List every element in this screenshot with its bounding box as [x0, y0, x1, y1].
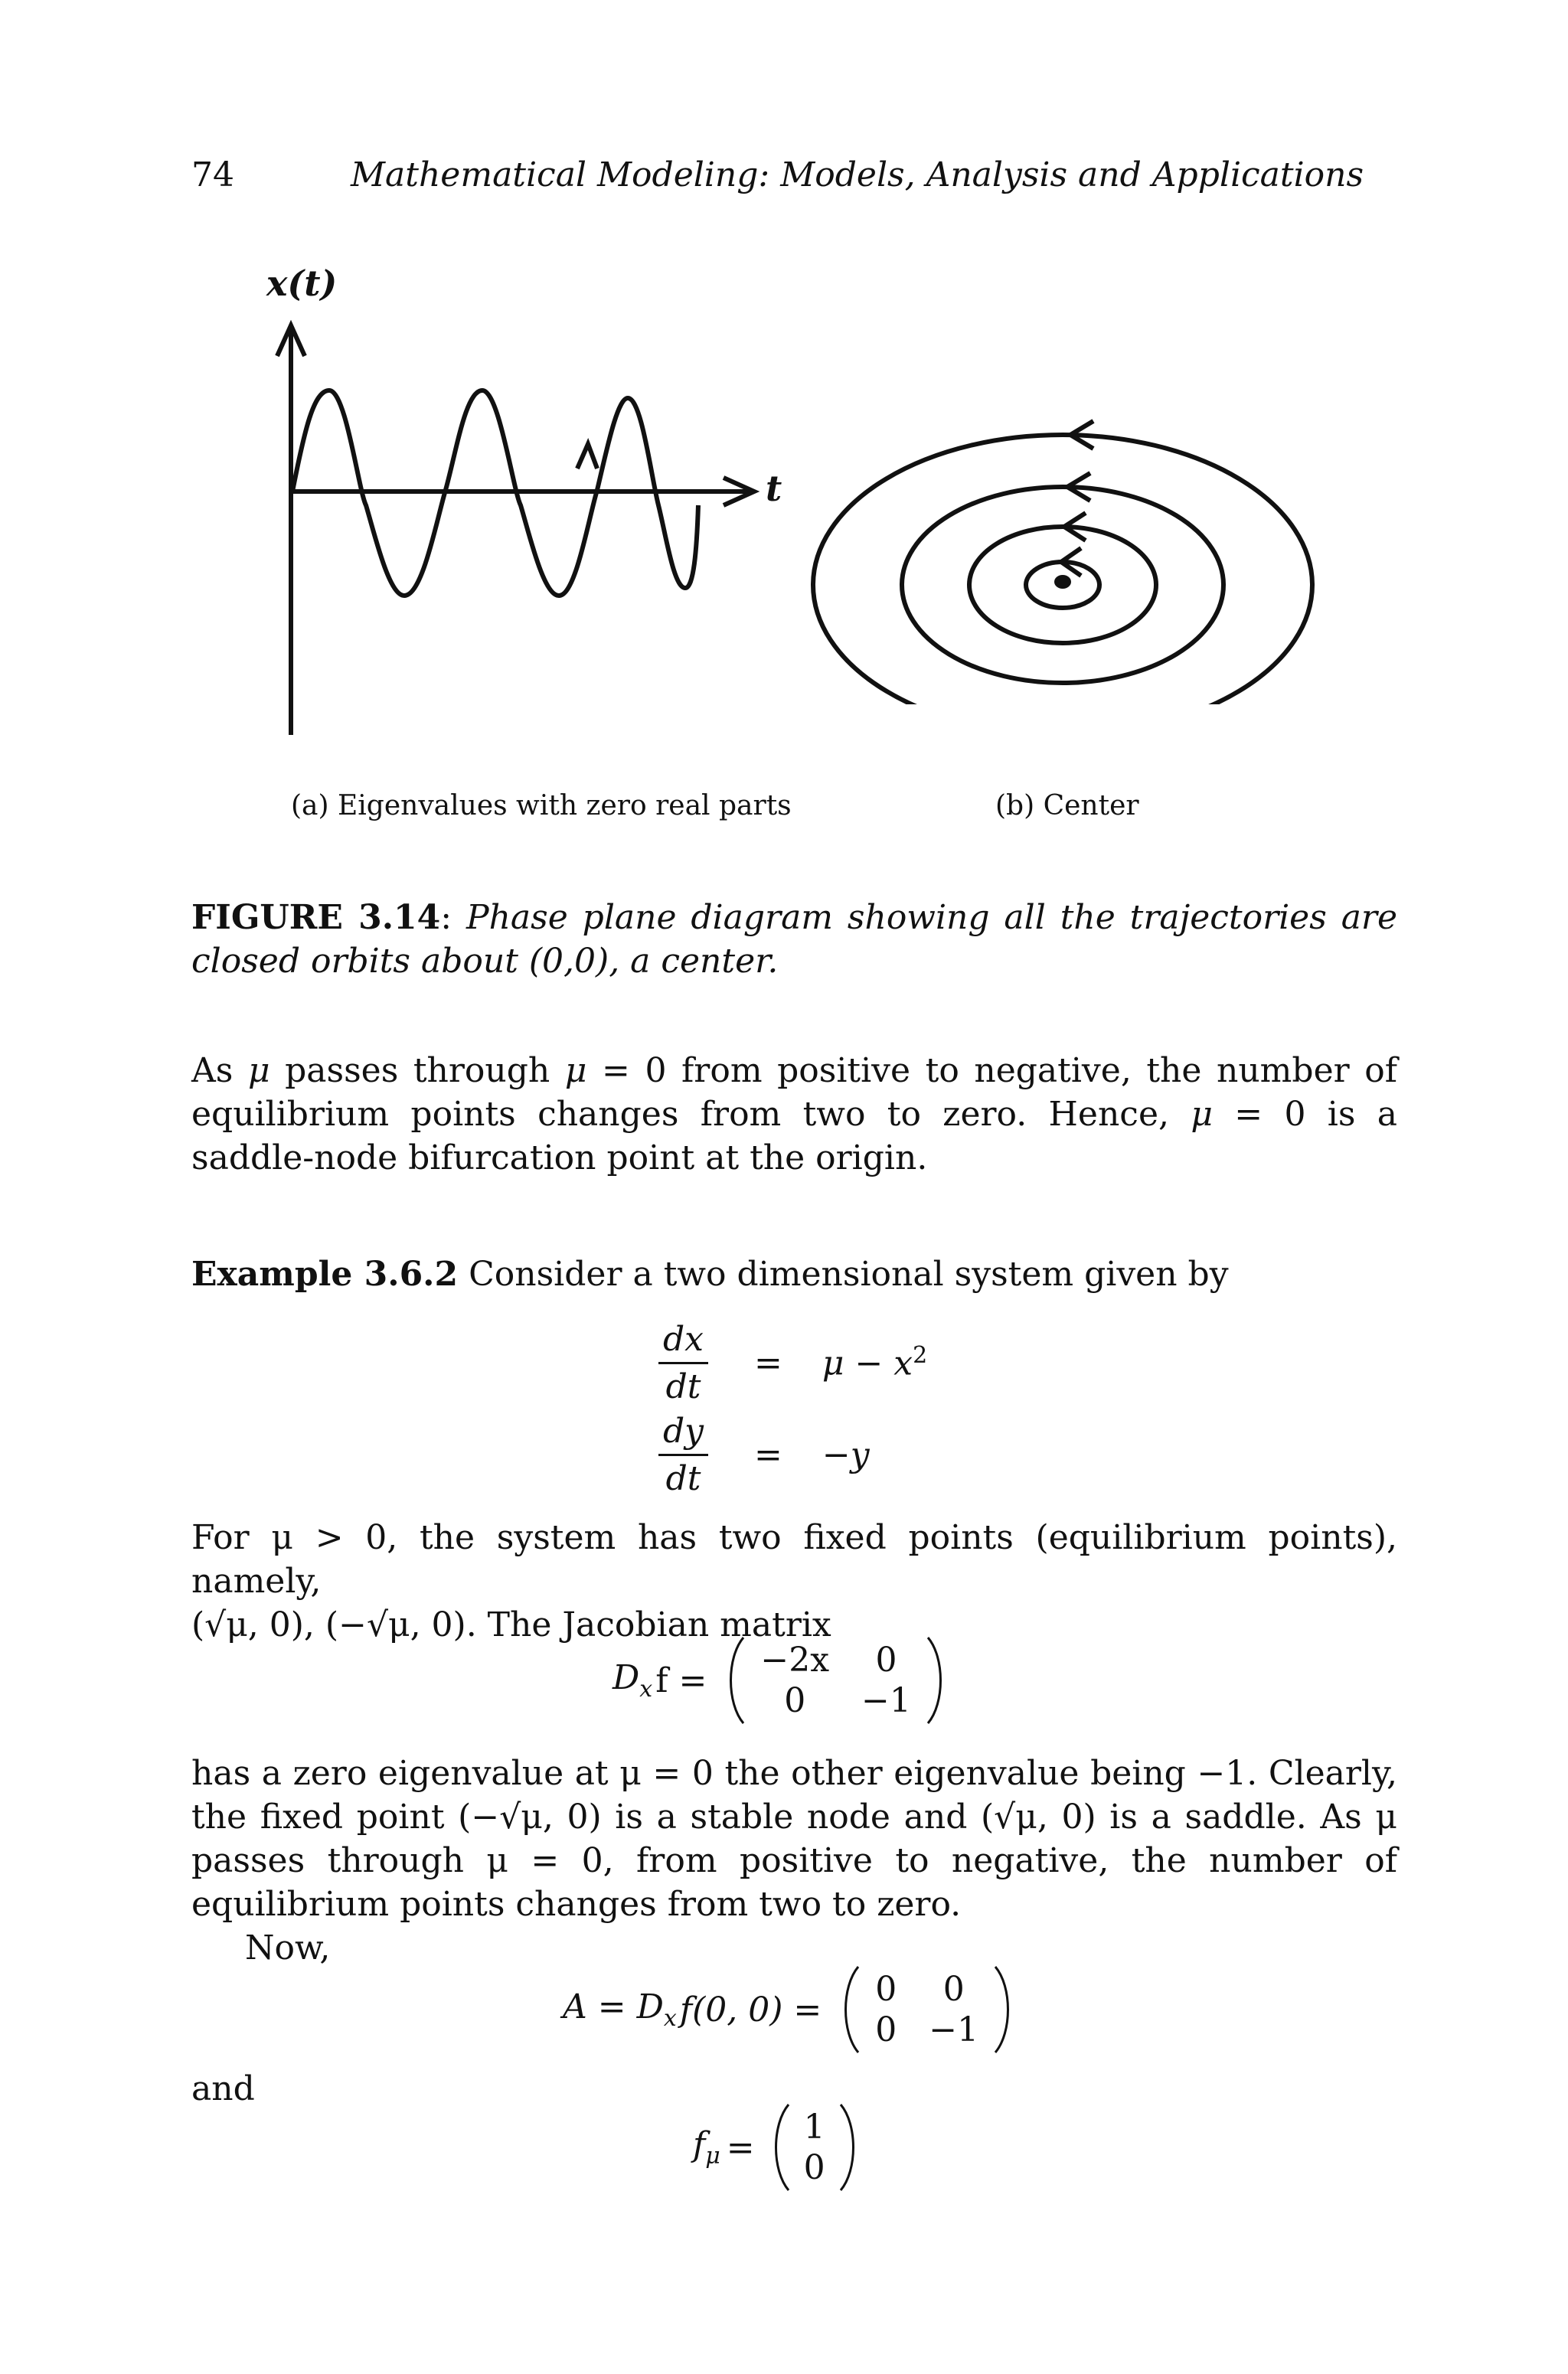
para1-text-1: As — [191, 1051, 248, 1090]
para1-text-2: passes through — [270, 1051, 565, 1090]
a-matrix-cell: −1 — [929, 2010, 979, 2049]
para1-text-3: = 0 from positive to negative, the number of equilibrium points changes from two to zero. Hence, — [191, 1051, 1397, 1134]
equation-dy-dt-equals: = — [754, 1435, 782, 1474]
figure-caption-label: FIGURE 3.14 — [191, 898, 441, 937]
equation-dy-dt-rhs: −y — [822, 1435, 870, 1474]
a-matrix — [861, 1970, 992, 2049]
a-matrix-lhs-main: A = D — [563, 1987, 664, 2027]
figure-caption-text: Phase plane diagram showing all the trajectories are closed orbits about (0,0), a center. — [191, 898, 1397, 981]
equation-a-matrix — [563, 1960, 1015, 2059]
para2-line-2: (√μ, 0), (−√μ, 0). The Jacobian matrix — [191, 1605, 831, 1644]
example-intro: Consider a two dimensional system given by — [458, 1255, 1229, 1294]
para1-mu-1: μ — [247, 1051, 270, 1090]
equation-dx-dt-rhs-exponent: 2 — [913, 1342, 928, 1370]
trajectory-arrow-icon — [577, 444, 597, 469]
page-number: 74 — [191, 155, 234, 194]
equation-dx-dt — [658, 1317, 927, 1409]
f-mu-right-paren — [838, 2101, 861, 2193]
paragraph-fixed-points — [191, 1516, 1397, 1647]
para1-mu-3: μ — [1191, 1095, 1213, 1134]
example-heading — [191, 1252, 1397, 1296]
figure-caption — [191, 896, 1397, 983]
para2-line-1: For μ > 0, the system has two fixed points (equilibrium points), namely, — [191, 1518, 1397, 1601]
equation-dy-dt-numerator: dy — [658, 1412, 708, 1456]
a-matrix-cell: 0 — [942, 1970, 965, 2009]
subcaption-b: (b) Center — [995, 790, 1139, 821]
f-mu-lhs-sub: μ — [705, 2142, 720, 2170]
equation-dy-dt — [658, 1409, 870, 1500]
equation-dx-dt-denominator: dt — [665, 1367, 701, 1406]
jacobian-right-paren — [925, 1634, 948, 1726]
equation-dx-dt-rhs — [822, 1342, 927, 1383]
f-mu-lhs — [693, 2125, 720, 2170]
jacobian-lhs-sub: x — [639, 1675, 653, 1703]
para1-text-4: = 0 is a saddle-node bifurcation point at the origin. — [191, 1095, 1397, 1177]
jacobian-lhs — [612, 1658, 652, 1703]
jacobian-matrix — [746, 1641, 925, 1720]
running-title: Mathematical Modeling: Models, Analysis and Applications — [351, 155, 1364, 194]
f-mu-lhs-f: f — [693, 2125, 706, 2165]
y-axis-label: x(t) — [266, 263, 338, 304]
a-matrix-cell: 0 — [875, 2010, 897, 2049]
equation-dx-dt-lhs — [658, 1320, 708, 1406]
equation-dx-dt-numerator: dx — [658, 1320, 708, 1364]
para1-mu-2: μ — [564, 1051, 587, 1090]
a-matrix-lhs-sub: x — [663, 2004, 677, 2032]
jacobian-left-paren — [724, 1634, 746, 1726]
a-matrix-right-paren — [992, 1964, 1015, 2056]
equilibrium-point — [1054, 575, 1071, 589]
jacobian-cell: 0 — [875, 1641, 897, 1680]
jacobian-lhs-d: D — [612, 1658, 640, 1698]
equation-jacobian — [612, 1631, 948, 1730]
equation-dy-dt-denominator: dt — [665, 1458, 701, 1498]
jacobian-lhs-rest: f = — [655, 1660, 707, 1700]
text-and: and — [191, 2069, 255, 2108]
example-label: Example 3.6.2 — [191, 1255, 459, 1294]
x-axis-label: t — [766, 468, 782, 509]
f-mu-cell: 0 — [803, 2148, 825, 2187]
figure-panel-b — [796, 398, 1332, 704]
paragraph-bifurcation — [191, 1049, 1397, 1180]
f-mu-vector — [792, 2108, 838, 2187]
f-mu-left-paren — [769, 2101, 792, 2193]
orbit-outer — [813, 435, 1312, 704]
f-mu-lhs-rest: = — [726, 2127, 755, 2167]
f-mu-cell: 1 — [803, 2108, 825, 2147]
a-matrix-cell: 0 — [875, 1970, 897, 2009]
a-matrix-lhs-rest: f(0, 0) = — [679, 1990, 822, 2029]
a-matrix-lhs — [563, 1987, 677, 2032]
equation-dx-dt-equals: = — [753, 1343, 782, 1383]
figure-panel-a — [253, 260, 804, 750]
jacobian-cell: −2x — [760, 1641, 830, 1680]
equation-f-mu — [693, 2098, 861, 2197]
figure-caption-sep: : — [440, 898, 452, 937]
subcaption-a: (a) Eigenvalues with zero real parts — [291, 790, 792, 821]
equation-dx-dt-rhs-base: μ − x — [822, 1344, 913, 1383]
paragraph-eigenvalues: has a zero eigenvalue at μ = 0 the other eigenvalue being −1. Clearly, the fixed point (−√μ, 0) is a stable node and (√μ, 0) is a saddle. As μ passes through μ = 0, from positive to negative, the number of equilibrium points changes from two to zero. — [191, 1754, 1397, 1924]
text-now: Now, — [245, 1928, 331, 1967]
jacobian-cell: 0 — [784, 1681, 806, 1720]
a-matrix-left-paren — [838, 1964, 861, 2056]
jacobian-cell: −1 — [861, 1681, 911, 1720]
equation-dy-dt-lhs — [658, 1412, 708, 1498]
